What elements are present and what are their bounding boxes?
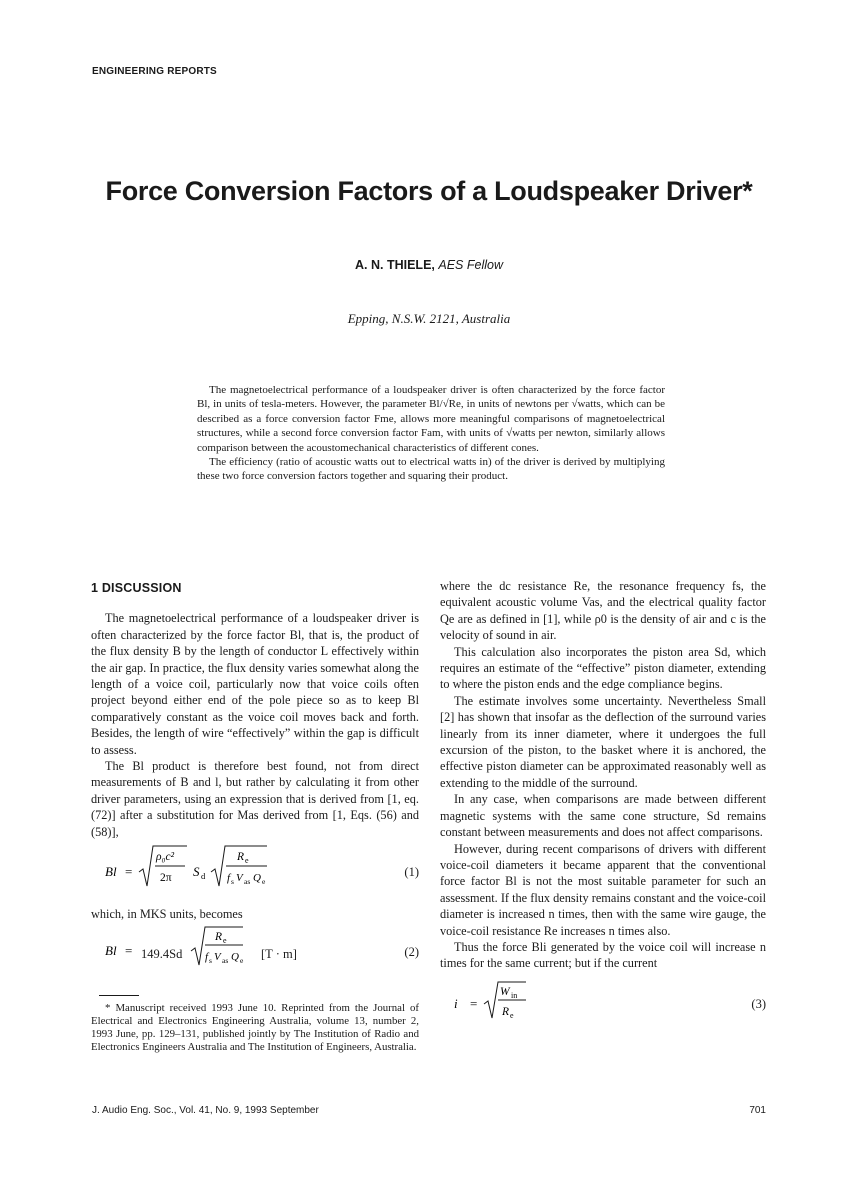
footnote-text: * Manuscript received 1993 June 10. Reprinted from the Journal of Electrical and Electronics Engineering Australia, volume 13, number 2, 1993 June, pp. 129–131, published jointly by The Institution of Radio and Electronics Engineers Australia and The Institution of Engineers, Australia. xyxy=(91,1001,419,1054)
svg-text:V: V xyxy=(214,950,221,963)
abstract-paragraph: The magnetoelectrical performance of a loudspeaker driver is often characterized by the force factor Bl, in units of tesla-meters. However, the parameter Bl/√Re, in units of newtons per √watts, which can be described as a force conversion factor Fme, allows more meaningful comparisons of magnetoelectrical structures, while a second force conversion factor Fam, with units of √watts per newton, similarly allows comparison between the acoustomechanical characteristics of different cones. xyxy=(197,384,665,454)
abstract xyxy=(197,383,665,484)
svg-text:e: e xyxy=(510,1010,514,1020)
equation-3-formula xyxy=(440,978,640,1030)
equation-number: (2) xyxy=(404,944,419,959)
abstract-paragraph: The efficiency (ratio of acoustic watts out to electrical watts in) of the driver is derived by multiplying these two force conversion factors together and squaring their product. xyxy=(197,456,665,483)
footnote-rule xyxy=(99,995,139,996)
equation-number: (3) xyxy=(751,996,766,1011)
svg-text:Q: Q xyxy=(253,872,261,885)
affiliation: Epping, N.S.W. 2121, Australia xyxy=(347,311,511,326)
left-column xyxy=(91,578,419,1054)
svg-text:f: f xyxy=(205,950,209,963)
body-paragraph: Thus the force Bli generated by the voice coil will increase n times for the same current; but if the current xyxy=(440,939,766,971)
body-paragraph: where the dc resistance Re, the resonance frequency fs, the equivalent acoustic volume Vas, and the electrical quality factor Qe are as defined in [1], while ρ0 is the density of air and c is the velocity of sound in air. xyxy=(440,579,766,643)
svg-text:=: = xyxy=(125,942,133,958)
equation-2-units: [T · m] xyxy=(261,946,297,961)
svg-text:ρ₀c²: ρ₀c² xyxy=(156,851,175,864)
equation-number: (1) xyxy=(404,864,419,879)
equation-1 xyxy=(91,840,419,904)
author-name: A. N. THIELE, xyxy=(355,258,435,272)
svg-text:as: as xyxy=(222,955,229,965)
body-paragraph: The magnetoelectrical performance of a loudspeaker driver is often characterized by the force factor Bl, that is, the product of the flux density B by the length of conductor L effectively within the air gap. In practice, the flux density varies somewhat along the length of a voice coil, particularly now that voice coils often project beyond either end of the pole piece so as to keep Bl comparatively constant as the voice coil moves back and forth. Besides, the length of wire “effectively” within the gap is difficult to assess. xyxy=(91,611,419,757)
svg-text:R: R xyxy=(215,930,223,943)
footnote xyxy=(91,1002,419,1055)
page-number: 701 xyxy=(749,1105,766,1116)
svg-text:e: e xyxy=(245,856,249,866)
equation-2-formula xyxy=(91,923,391,981)
svg-text:R: R xyxy=(502,1005,510,1018)
svg-text:=: = xyxy=(125,864,133,880)
equation-2-coefficient: 149.4Sd xyxy=(141,946,183,961)
svg-text:Q: Q xyxy=(231,950,239,963)
svg-text:e: e xyxy=(262,877,266,887)
svg-text:i: i xyxy=(454,995,458,1011)
author-line xyxy=(0,258,858,272)
svg-text:as: as xyxy=(244,877,251,887)
author-role: AES Fellow xyxy=(438,258,503,272)
body-paragraph: which, in MKS units, becomes xyxy=(91,907,243,922)
svg-text:e: e xyxy=(240,955,244,965)
svg-text:f: f xyxy=(227,872,231,885)
svg-text:V: V xyxy=(236,872,243,885)
equation-2 xyxy=(91,923,419,981)
svg-text:2π: 2π xyxy=(160,872,172,885)
svg-text:in: in xyxy=(511,990,518,1000)
svg-text:s: s xyxy=(231,877,234,887)
body-paragraph: The estimate involves some uncertainty. Nevertheless Small [2] has shown that insofar as the deflection of the surround varies linearly from its inner diameter, where it undergoes the full excursion of the piston, to the basket where it is anchored, the effective piston diameter can be approximated reasonably well as extending to the middle of the surround. xyxy=(440,693,766,790)
svg-text:W: W xyxy=(500,985,510,998)
svg-text:R: R xyxy=(237,851,245,864)
equation-1-formula xyxy=(91,840,391,904)
equation-3 xyxy=(440,978,766,1030)
body-paragraph: In any case, when comparisons are made between different magnetic systems with the same cone structure, Sd remains constant between measurements and does not affect comparisons. xyxy=(440,792,766,840)
body-paragraph: The Bl product is therefore best found, not from direct measurements of B and l, but rather by calculating it from other driver parameters, using an expression that is derived from [1, eq. (72)] after a substitution for Mas derived from [1, Eqs. (56) and (58)], xyxy=(91,759,419,839)
paper-title: Force Conversion Factors of a Loudspeaker Driver* xyxy=(105,176,753,206)
section-heading: 1 DISCUSSION xyxy=(91,581,182,595)
svg-text:s: s xyxy=(209,955,212,965)
svg-text:=: = xyxy=(470,995,478,1011)
svg-text:Bl: Bl xyxy=(105,942,117,958)
journal-citation: J. Audio Eng. Soc., Vol. 41, No. 9, 1993 September xyxy=(92,1105,319,1116)
body-paragraph: However, during recent comparisons of drivers with different voice-coil diameters it became apparent that the conventional force factor Bl is not the most suitable parameter for such an assessment. If the flux density remains constant and the voice-coil diameter is increased n times, then with the same wire gauge, the voice-coil resistance Re increases n times also. xyxy=(440,841,766,938)
svg-text:d: d xyxy=(201,871,206,882)
right-column xyxy=(440,578,766,1030)
svg-text:Bl: Bl xyxy=(105,864,117,880)
running-header: ENGINEERING REPORTS xyxy=(92,66,217,77)
svg-text:e: e xyxy=(223,935,227,945)
svg-text:S: S xyxy=(193,864,200,880)
body-paragraph: This calculation also incorporates the piston area Sd, which requires an estimate of the “effective” piston diameter, extending to where the piston ends and the edge compliance begins. xyxy=(440,644,766,692)
